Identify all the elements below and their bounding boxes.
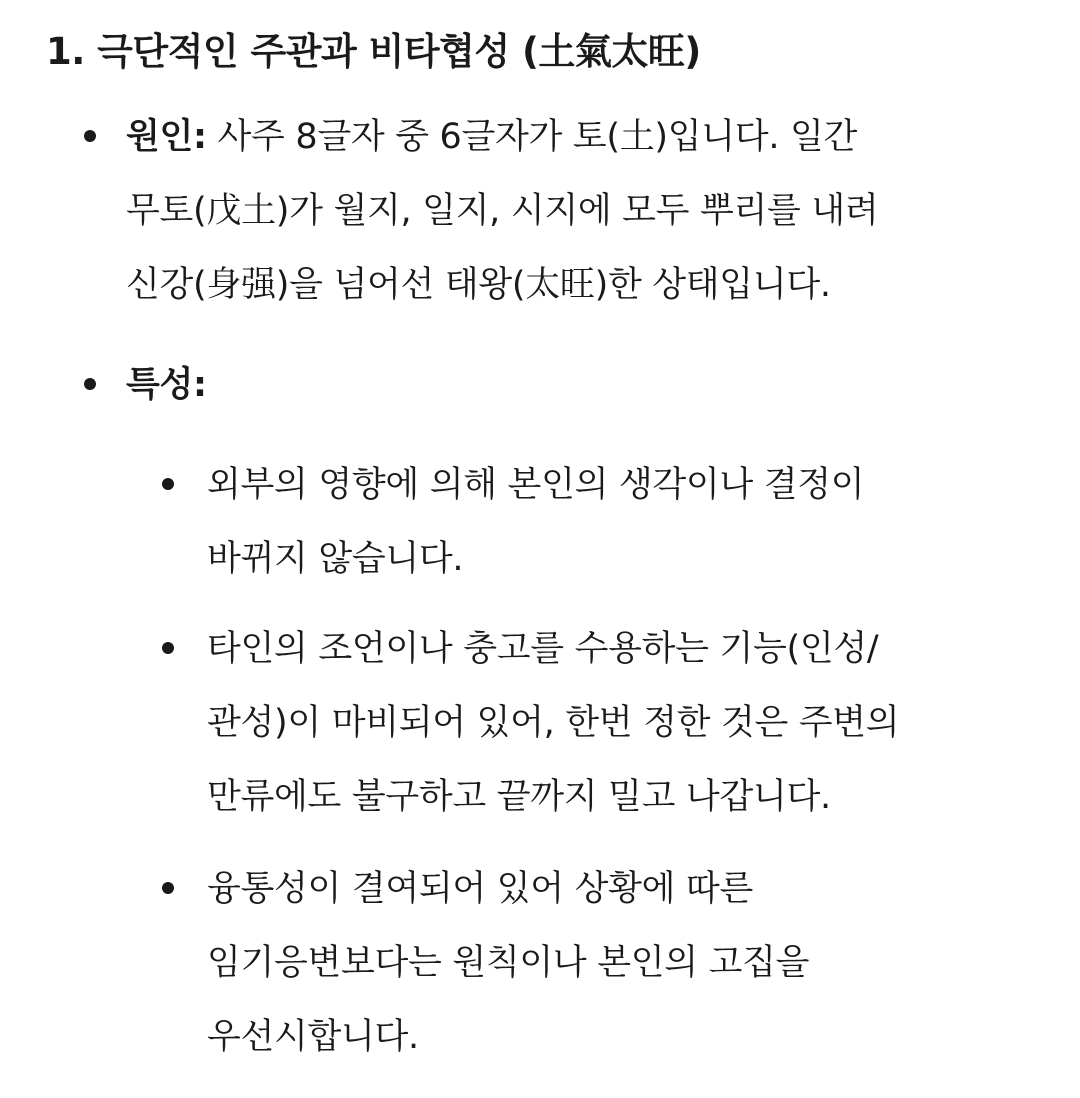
bullet-icon [162,882,174,894]
traits-label: 특성: [126,365,207,405]
bullet-icon [84,130,96,142]
cause-line-3: 신강(身强)을 넘어선 태왕(太旺)한 상태입니다. [126,265,831,305]
bullet-icon [162,478,174,490]
trait-3-line-2: 임기응변보다는 원칙이나 본인의 고집을 [207,943,810,983]
cause-line-2: 무토(戊土)가 월지, 일지, 시지에 모두 뿌리를 내려 [126,191,879,231]
bullet-icon [84,378,96,390]
trait-1-line-1: 외부의 영향에 의해 본인의 생각이나 결정이 [207,465,865,505]
trait-2-line-3: 만류에도 불구하고 끝까지 밀고 나갑니다. [207,777,831,817]
cause-line-1 [126,100,1026,174]
section-heading: 1. 극단적인 주관과 비타협성 (土氣太旺) [46,30,701,73]
bullet-icon [162,642,174,654]
trait-item-2 [207,612,1047,834]
trait-2-line-2: 관성)이 마비되어 있어, 한번 정한 것은 주변의 [207,703,900,743]
trait-1-line-2: 바뀌지 않습니다. [207,539,464,579]
trait-3-line-3: 우선시합니다. [207,1017,419,1057]
cause-label: 원인: [126,117,207,157]
cause-text-1: 사주 8글자 중 6글자가 토(土)입니다. 일간 [217,117,857,157]
trait-item-3 [207,852,1047,1074]
trait-2-line-1: 타인의 조언이나 충고를 수용하는 기능(인성/ [207,629,879,669]
traits-item [126,348,1026,422]
cause-item [126,100,1026,322]
trait-3-line-1: 융통성이 결여되어 있어 상황에 따른 [207,869,753,909]
trait-item-1 [207,448,1047,596]
